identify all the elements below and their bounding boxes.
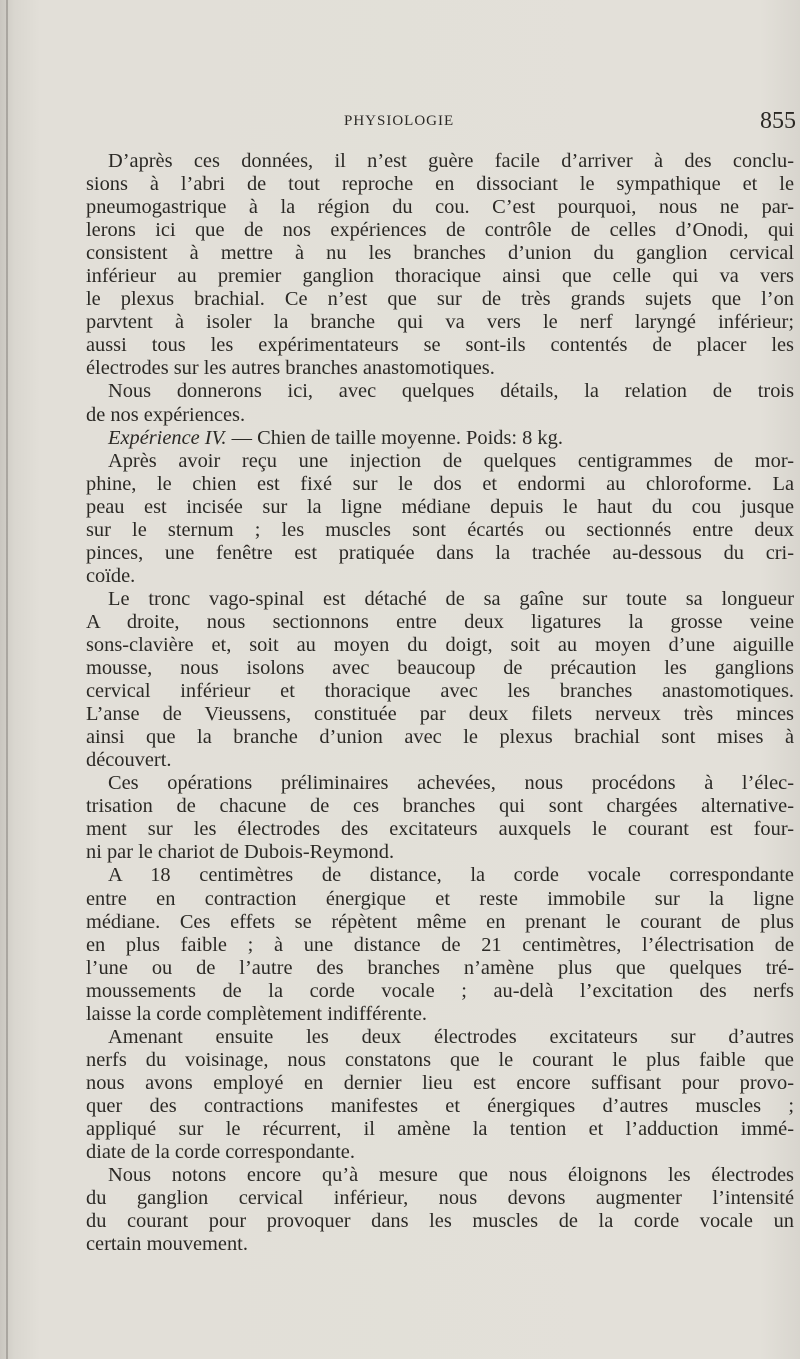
line-text: découvert. (86, 749, 172, 772)
text-line (86, 888, 794, 911)
line-text: laisse la corde complètement indifférente. (86, 1002, 428, 1025)
experiment-title: Expérience IV. (108, 426, 227, 449)
line-text: sons-clavière et, soit au moyen du doigt, soit au moyen d’une aiguille (86, 633, 794, 656)
line-text: Le tronc vago-spinal est détaché de sa gaîne sur toute sa longueur (108, 587, 794, 610)
text-line (86, 1049, 794, 1072)
line-text: moussements de la corde vocale ; au-delà l’excitation des nerfs (86, 979, 794, 1002)
text-line (86, 818, 794, 841)
line-text: Nous notons encore qu’à mesure que nous éloignons les électrodes (108, 1164, 794, 1187)
line-text: appliqué sur le récurrent, il amène la tention et l’adduction immé- (86, 1117, 794, 1140)
line-text: nerfs du voisinage, nous constatons que le courant le plus faible que (86, 1048, 794, 1071)
text-line (86, 565, 794, 588)
text-line (86, 1210, 794, 1233)
line-text: de nos expériences. (86, 403, 246, 426)
line-text: trisation de chacune de ces branches qui sont chargées alternative- (86, 795, 794, 818)
text-line (86, 173, 794, 196)
text-line (86, 841, 794, 864)
line-text: consistent à mettre à nu les branches d’union du ganglion cervical (86, 242, 794, 265)
text-line (86, 357, 794, 380)
line-text: mousse, nous isolons avec beaucoup de précaution les ganglions (86, 657, 794, 680)
text-line (86, 1187, 794, 1210)
line-text: ment sur les électrodes des excitateurs auxquels le courant est four- (86, 818, 794, 841)
text-line (86, 404, 794, 427)
text-line (86, 427, 794, 450)
line-text: L’anse de Vieussens, constituée par deux filets nerveux très minces (86, 703, 794, 726)
line-text: le plexus brachial. Ce n’est que sur de très grands sujets que l’on (86, 288, 794, 311)
text-line (86, 242, 794, 265)
text-line (86, 749, 794, 772)
text-line (86, 980, 794, 1003)
line-text: lerons ici que de nos expériences de contrôle de celles d’Onodi, qui (86, 219, 794, 242)
text-line (86, 150, 794, 173)
page-number: 855 (760, 108, 796, 134)
line-text: ni par le chariot de Dubois-Reymond. (86, 841, 395, 864)
text-line (86, 219, 794, 242)
line-text: sur le sternum ; les muscles sont écartés ou sectionnés entre deux (86, 518, 794, 541)
text-line (86, 496, 794, 519)
binding-edge (6, 0, 8, 1359)
text-line (86, 911, 794, 934)
text-line (86, 934, 794, 957)
line-text: électrodes sur les autres branches anastomotiques. (86, 357, 495, 380)
text-line (86, 1095, 794, 1118)
line-text: peau est incisée sur la ligne médiane depuis le haut du cou jusque (86, 495, 794, 518)
line-text: D’après ces données, il n’est guère facile d’arriver à des conclu- (108, 150, 794, 172)
line-text: cervical inférieur et thoracique avec les branches anastomotiques. (86, 680, 794, 703)
line-text: parvtent à isoler la branche qui va vers le nerf laryngé inférieur; (86, 311, 794, 334)
text-line (86, 611, 794, 634)
line-text: A 18 centimètres de distance, la corde vocale correspondante (108, 864, 794, 887)
running-title: PHYSIOLOGIE (344, 113, 455, 129)
text-line (86, 1141, 794, 1164)
line-text: A droite, nous sectionnons entre deux ligatures la grosse veine (86, 610, 794, 633)
text-line (86, 657, 794, 680)
text-line (86, 772, 794, 795)
text-line (86, 334, 794, 357)
text-line (86, 288, 794, 311)
text-line (86, 957, 794, 980)
text-line (86, 1233, 794, 1256)
line-text: médiane. Ces effets se répètent même en prenant le courant de plus (86, 910, 794, 933)
text-line (86, 1003, 794, 1026)
line-text: inférieur au premier ganglion thoracique ainsi que celle qui va vers (86, 265, 794, 288)
line-text: Nous donnerons ici, avec quelques détails, la relation de trois (108, 380, 794, 403)
text-line (86, 311, 794, 334)
line-text: sions à l’abri de tout reproche en dissociant le sympathique et le (86, 173, 794, 196)
text-line (86, 1118, 794, 1141)
text-line (86, 588, 794, 611)
text-line (86, 542, 794, 565)
page-header (86, 108, 796, 138)
body-text (86, 150, 794, 1256)
line-text: diate de la corde correspondante. (86, 1141, 355, 1164)
text-line (86, 265, 794, 288)
text-line (86, 680, 794, 703)
line-text: — Chien de taille moyenne. Poids: 8 kg. (226, 426, 563, 449)
text-line (86, 1026, 794, 1049)
line-text: pinces, une fenêtre est pratiquée dans la trachée au-dessous du cri- (86, 541, 794, 564)
text-line (86, 380, 794, 403)
line-text: nous avons employé en dernier lieu est encore suffisant pour provo- (86, 1071, 794, 1094)
line-text: du courant pour provoquer dans les muscles de la corde vocale un (86, 1210, 794, 1233)
line-text: Ces opérations préliminaires achevées, nous procédons à l’élec- (108, 772, 794, 795)
text-line (86, 450, 794, 473)
line-text: entre en contraction énergique et reste immobile sur la ligne (86, 887, 794, 910)
line-text: Après avoir reçu une injection de quelques centigrammes de mor- (108, 449, 794, 472)
line-text: phine, le chien est fixé sur le dos et endormi au chloroforme. La (86, 472, 794, 495)
line-text: en plus faible ; à une distance de 21 centimètres, l’électrisation de (86, 933, 794, 956)
text-line (86, 864, 794, 887)
text-line (86, 519, 794, 542)
line-text: Amenant ensuite les deux électrodes excitateurs sur d’autres (108, 1025, 794, 1048)
text-line (86, 473, 794, 496)
text-line (86, 1072, 794, 1095)
line-text: aussi tous les expérimentateurs se sont-ils contentés de placer les (86, 334, 794, 357)
text-line (86, 196, 794, 219)
line-text: certain mouvement. (86, 1233, 248, 1256)
line-text: quer des contractions manifestes et énergiques d’autres muscles ; (86, 1094, 794, 1117)
line-text: pneumogastrique à la région du cou. C’est pourquoi, nous ne par- (86, 196, 794, 219)
line-text: ainsi que la branche d’union avec le plexus brachial sont mises à (86, 726, 794, 749)
text-line (86, 726, 794, 749)
line-text: l’une ou de l’autre des branches n’amène plus que quelques tré- (86, 956, 794, 979)
line-text: coïde. (86, 564, 136, 587)
text-line (86, 634, 794, 657)
line-text: du ganglion cervical inférieur, nous devons augmenter l’intensité (86, 1187, 794, 1210)
text-line (86, 795, 794, 818)
text-line (86, 703, 794, 726)
text-line (86, 1164, 794, 1187)
